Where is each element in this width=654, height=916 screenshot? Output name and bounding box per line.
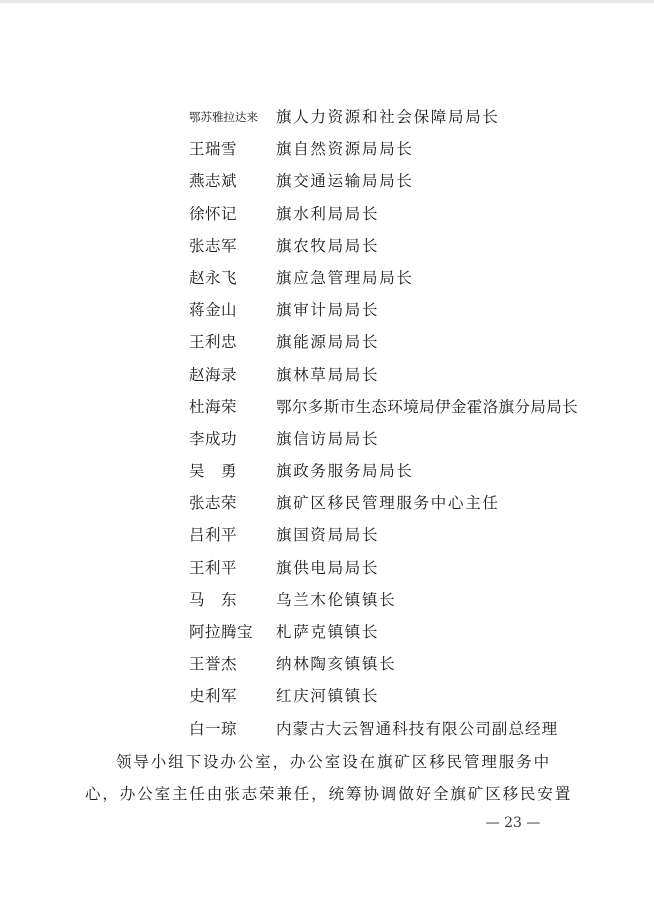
member-title: 旗农牧局局长 [276,236,380,255]
list-item [0,326,654,358]
member-name: 赵永飞 [189,268,238,287]
list-item [0,101,654,133]
list-item [0,487,654,519]
member-title: 内蒙古大云智通科技有限公司副总经理 [276,719,559,738]
list-item [0,616,654,648]
list-item [0,133,654,165]
member-title: 旗交通运输局局长 [276,172,414,191]
list-item [0,584,654,616]
member-name: 赵海录 [189,365,238,384]
member-name: 蒋金山 [189,301,238,320]
member-name: 马 东 [189,590,238,609]
member-title: 旗能源局局长 [276,333,380,352]
list-item [0,198,654,230]
member-name: 史利军 [189,687,238,706]
member-title: 旗审计局局长 [276,301,380,320]
member-title: 乌兰木伦镇镇长 [276,590,397,609]
member-name: 吕利平 [189,526,238,545]
member-name: 王瑞雪 [189,140,238,159]
member-title: 旗林草局局长 [276,365,380,384]
body-paragraph-line-2: 心，办公室主任由张志荣兼任，统筹协调做好全旗矿区移民安置 [85,785,573,803]
member-title: 札萨克镇镇长 [276,623,380,641]
member-title: 旗自然资源局局长 [276,140,414,159]
member-title: 鄂尔多斯市生态环境局伊金霍洛旗分局局长 [276,397,579,416]
member-list [0,101,654,745]
member-title: 旗国资局局长 [276,526,380,545]
member-title: 旗水利局局长 [276,204,380,223]
list-item [0,423,654,455]
list-item [0,359,654,391]
member-name: 白一琼 [189,719,238,738]
list-item [0,648,654,680]
list-item [0,713,654,745]
member-name: 吴 勇 [189,462,238,481]
list-item [0,262,654,294]
member-name: 李成功 [189,429,238,448]
page-number: — 23 — [485,815,541,831]
member-title: 旗矿区移民管理服务中心主任 [276,494,500,513]
member-title: 旗应急管理局局长 [276,268,414,287]
member-title: 旗供电局局长 [276,558,380,577]
top-edge [0,0,654,3]
list-item [0,552,654,584]
member-name: 燕志斌 [189,172,238,191]
list-item [0,391,654,423]
list-item [0,680,654,712]
list-item [0,294,654,326]
list-item [0,455,654,487]
member-name: 徐怀记 [189,204,238,223]
member-title: 旗信访局局长 [276,429,380,448]
body-paragraph-line-1: 领导小组下设办公室，办公室设在旗矿区移民管理服务中 [116,753,552,771]
member-title: 旗政务服务局局长 [276,462,414,481]
list-item [0,230,654,262]
member-name: 鄂苏雅拉达来 [189,110,258,124]
list-item [0,519,654,551]
member-name: 杜海荣 [189,397,238,416]
member-title: 纳林陶亥镇镇长 [276,655,397,674]
member-title: 红庆河镇镇长 [276,687,380,706]
member-name: 王誉杰 [189,655,238,674]
list-item [0,165,654,197]
member-name: 张志军 [189,236,238,255]
member-name: 王利平 [189,558,238,577]
member-name: 张志荣 [189,494,238,513]
member-name: 阿拉腾宝 [189,623,254,641]
member-title: 旗人力资源和社会保障局局长 [276,108,500,126]
member-name: 王利忠 [189,333,238,352]
